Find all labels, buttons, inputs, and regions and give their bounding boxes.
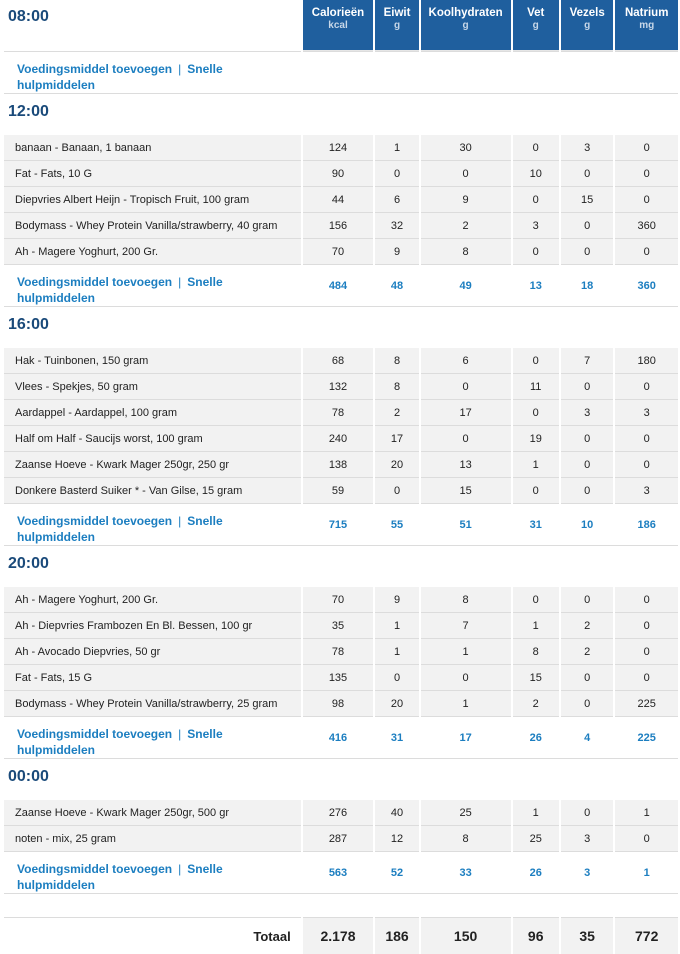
food-entry-value: 0 <box>421 373 511 399</box>
column-header-unit: g <box>584 20 591 31</box>
food-entry-name[interactable]: Diepvries Albert Heijn - Tropisch Fruit, 100 gram <box>4 186 301 212</box>
header-blank <box>421 547 511 587</box>
meal-total-value: 31 <box>375 716 418 758</box>
meal-total-value: 416 <box>303 716 374 758</box>
meal-total-value: 715 <box>303 503 374 545</box>
meal-header-row <box>4 760 678 800</box>
meal-total-value: 484 <box>303 264 374 306</box>
food-entry-value: 9 <box>421 186 511 212</box>
food-entry-row[interactable] <box>4 212 678 238</box>
food-entry-value: 7 <box>421 612 511 638</box>
food-entry-row[interactable] <box>4 399 678 425</box>
food-entry-value: 15 <box>513 664 559 690</box>
food-entry-name[interactable]: Donkere Basterd Suiker * - Van Gilse, 15 gram <box>4 477 301 503</box>
food-entry-value: 0 <box>561 425 613 451</box>
food-entry-value: 1 <box>375 135 418 160</box>
header-blank <box>561 95 613 135</box>
food-entry-name[interactable]: Bodymass - Whey Protein Vanilla/strawberry, 40 gram <box>4 212 301 238</box>
header-blank <box>375 760 418 800</box>
meal-total-value: 4 <box>561 716 613 758</box>
header-blank <box>513 95 559 135</box>
food-entry-value: 0 <box>513 238 559 264</box>
header-blank <box>513 760 559 800</box>
header-blank <box>303 95 374 135</box>
food-entry-row[interactable] <box>4 238 678 264</box>
food-entry-value: 0 <box>375 477 418 503</box>
meal-total-value: 52 <box>375 851 418 893</box>
food-entry-value: 0 <box>615 638 678 664</box>
add-food-link[interactable]: Voedingsmiddel toevoegen <box>17 275 173 289</box>
header-blank <box>615 547 678 587</box>
spacer <box>4 895 678 917</box>
food-entry-value: 3 <box>615 399 678 425</box>
meal-total-value: 3 <box>561 851 613 893</box>
food-entry-value: 132 <box>303 373 374 399</box>
food-entry-row[interactable] <box>4 451 678 477</box>
meal-total-value: 360 <box>615 264 678 306</box>
food-entry-value: 15 <box>561 186 613 212</box>
food-entry-name[interactable]: Zaanse Hoeve - Kwark Mager 250gr, 500 gr <box>4 800 301 825</box>
quick-tools-link-continued[interactable]: hulpmiddelen <box>17 78 95 92</box>
meal-time-title: 08:00 <box>8 8 49 25</box>
food-entry-value: 17 <box>421 399 511 425</box>
food-entry-value: 25 <box>513 825 559 851</box>
header-blank <box>303 760 374 800</box>
meal-total-value: 18 <box>561 264 613 306</box>
add-food-link[interactable]: Voedingsmiddel toevoegen <box>17 727 173 741</box>
food-entry-value: 0 <box>615 425 678 451</box>
header-blank <box>561 547 613 587</box>
grand-total-value: 35 <box>561 917 613 954</box>
food-entry-row[interactable] <box>4 477 678 503</box>
food-entry-value: 3 <box>561 399 613 425</box>
food-entry-row[interactable] <box>4 800 678 825</box>
food-entry-value: 138 <box>303 451 374 477</box>
quick-tools-link[interactable]: Snelle <box>187 727 223 741</box>
food-entry-value: 180 <box>615 348 678 373</box>
meal-header-row <box>4 308 678 348</box>
food-entry-value: 0 <box>615 160 678 186</box>
food-entry-value: 1 <box>513 800 559 825</box>
column-header <box>375 0 418 51</box>
grand-total-value: 186 <box>375 917 418 954</box>
meal-header-row <box>4 95 678 135</box>
meal-header-row <box>4 0 678 51</box>
food-entry-value: 2 <box>561 612 613 638</box>
meal-actions <box>4 851 301 893</box>
meal-total-value: 1 <box>615 851 678 893</box>
food-entry-value: 15 <box>421 477 511 503</box>
food-entry-value: 10 <box>513 160 559 186</box>
food-entry-value: 0 <box>561 451 613 477</box>
header-blank <box>421 760 511 800</box>
column-header <box>513 0 559 51</box>
grand-total-label: Totaal <box>4 917 301 954</box>
food-entry-row[interactable] <box>4 638 678 664</box>
food-entry-value: 124 <box>303 135 374 160</box>
meal-totals-row <box>4 851 678 893</box>
food-entry-value: 0 <box>615 451 678 477</box>
column-header <box>561 0 613 51</box>
grand-total-row <box>4 917 678 954</box>
meal-time-title: 16:00 <box>8 316 49 333</box>
header-blank <box>513 308 559 348</box>
column-header-unit: kcal <box>328 20 348 31</box>
food-entry-row[interactable] <box>4 690 678 716</box>
food-entry-value: 25 <box>421 800 511 825</box>
column-header <box>421 0 511 51</box>
meal-total-value <box>561 51 613 93</box>
food-entry-value: 11 <box>513 373 559 399</box>
food-entry-value: 70 <box>303 238 374 264</box>
food-entry-value: 12 <box>375 825 418 851</box>
meal-total-value <box>375 51 418 93</box>
food-entry-value: 0 <box>421 425 511 451</box>
header-blank <box>375 95 418 135</box>
food-entry-name[interactable]: Aardappel - Aardappel, 100 gram <box>4 399 301 425</box>
food-entry-value: 1 <box>421 690 511 716</box>
food-entry-value: 287 <box>303 825 374 851</box>
quick-tools-link[interactable]: Snelle <box>187 514 223 528</box>
quick-tools-link[interactable]: Snelle <box>187 862 223 876</box>
grand-total-value: 96 <box>513 917 559 954</box>
food-entry-value: 3 <box>513 212 559 238</box>
meal-total-value: 186 <box>615 503 678 545</box>
meal-total-value <box>615 51 678 93</box>
food-entry-value: 9 <box>375 238 418 264</box>
food-entry-name[interactable]: Ah - Avocado Diepvries, 50 gr <box>4 638 301 664</box>
food-entry-value: 78 <box>303 399 374 425</box>
food-entry-row[interactable] <box>4 612 678 638</box>
food-entry-value: 20 <box>375 690 418 716</box>
column-header-label: Natrium <box>624 7 669 19</box>
food-entry-value: 0 <box>375 664 418 690</box>
meal-actions <box>4 716 301 758</box>
food-entry-value: 0 <box>561 587 613 612</box>
food-entry-value: 6 <box>421 348 511 373</box>
meal-total-value <box>421 51 511 93</box>
food-entry-value: 0 <box>421 160 511 186</box>
food-entry-value: 0 <box>561 373 613 399</box>
header-blank <box>561 308 613 348</box>
food-entry-row[interactable] <box>4 425 678 451</box>
header-blank <box>421 308 511 348</box>
food-entry-row[interactable] <box>4 587 678 612</box>
food-entry-value: 8 <box>513 638 559 664</box>
food-entry-value: 276 <box>303 800 374 825</box>
food-entry-name[interactable]: Fat - Fats, 10 G <box>4 160 301 186</box>
food-entry-value: 0 <box>513 399 559 425</box>
food-entry-value: 44 <box>303 186 374 212</box>
food-entry-value: 2 <box>561 638 613 664</box>
food-entry-value: 90 <box>303 160 374 186</box>
food-entry-value: 1 <box>513 451 559 477</box>
food-entry-name[interactable]: Ah - Magere Yoghurt, 200 Gr. <box>4 587 301 612</box>
column-header-unit: g <box>393 20 401 31</box>
quick-tools-link-continued[interactable]: hulpmiddelen <box>17 878 95 892</box>
meal-total-value: 26 <box>513 716 559 758</box>
food-entry-value: 70 <box>303 587 374 612</box>
meal-totals-row <box>4 264 678 306</box>
food-entry-name[interactable]: Half om Half - Saucijs worst, 100 gram <box>4 425 301 451</box>
food-entry-value: 98 <box>303 690 374 716</box>
food-entry-value: 8 <box>421 587 511 612</box>
header-blank <box>561 760 613 800</box>
food-entry-value: 0 <box>615 612 678 638</box>
food-entry-value: 0 <box>615 186 678 212</box>
header-blank <box>615 95 678 135</box>
column-header <box>303 0 374 51</box>
quick-tools-link-continued[interactable]: hulpmiddelen <box>17 743 95 757</box>
food-entry-name[interactable]: Fat - Fats, 15 G <box>4 664 301 690</box>
food-entry-value: 0 <box>615 373 678 399</box>
food-entry-row[interactable] <box>4 348 678 373</box>
quick-tools-link-continued[interactable]: hulpmiddelen <box>17 291 95 305</box>
food-entry-value: 0 <box>615 664 678 690</box>
food-entry-value: 0 <box>615 238 678 264</box>
food-entry-value: 35 <box>303 612 374 638</box>
food-entry-value: 0 <box>615 587 678 612</box>
food-entry-name[interactable]: Vlees - Spekjes, 50 gram <box>4 373 301 399</box>
header-blank <box>303 547 374 587</box>
grand-total-value: 150 <box>421 917 511 954</box>
food-entry-value: 1 <box>375 638 418 664</box>
food-entry-value: 0 <box>513 135 559 160</box>
meal-totals-row <box>4 51 678 93</box>
quick-tools-link[interactable]: Snelle <box>187 275 223 289</box>
meal-totals-row <box>4 716 678 758</box>
food-entry-row[interactable] <box>4 373 678 399</box>
food-entry-value: 1 <box>375 612 418 638</box>
food-diary-table <box>2 0 680 954</box>
add-food-link[interactable]: Voedingsmiddel toevoegen <box>17 514 173 528</box>
action-separator: | <box>178 727 182 741</box>
food-entry-value: 0 <box>513 477 559 503</box>
meal-total-value: 49 <box>421 264 511 306</box>
meal-total-value: 31 <box>513 503 559 545</box>
food-entry-name[interactable]: Hak - Tuinbonen, 150 gram <box>4 348 301 373</box>
food-entry-value: 3 <box>561 135 613 160</box>
quick-tools-link[interactable]: Snelle <box>187 62 223 76</box>
food-entry-value: 8 <box>375 373 418 399</box>
food-entry-name[interactable]: noten - mix, 25 gram <box>4 825 301 851</box>
grand-total-value: 772 <box>615 917 678 954</box>
food-entry-name[interactable]: Zaanse Hoeve - Kwark Mager 250gr, 250 gr <box>4 451 301 477</box>
food-entry-value: 135 <box>303 664 374 690</box>
food-entry-value: 0 <box>513 348 559 373</box>
food-entry-row[interactable] <box>4 825 678 851</box>
header-blank <box>375 547 418 587</box>
food-entry-name[interactable]: Ah - Magere Yoghurt, 200 Gr. <box>4 238 301 264</box>
meal-header-row <box>4 547 678 587</box>
food-entry-value: 1 <box>421 638 511 664</box>
header-blank <box>615 760 678 800</box>
food-entry-value: 2 <box>421 212 511 238</box>
food-entry-value: 2 <box>375 399 418 425</box>
meal-total-value: 13 <box>513 264 559 306</box>
add-food-link[interactable]: Voedingsmiddel toevoegen <box>17 862 173 876</box>
food-entry-value: 8 <box>375 348 418 373</box>
quick-tools-link-continued[interactable]: hulpmiddelen <box>17 530 95 544</box>
food-entry-row[interactable] <box>4 160 678 186</box>
food-entry-value: 1 <box>513 612 559 638</box>
food-entry-value: 7 <box>561 348 613 373</box>
food-entry-value: 32 <box>375 212 418 238</box>
meal-total-value: 10 <box>561 503 613 545</box>
action-separator: | <box>178 275 182 289</box>
header-blank <box>375 308 418 348</box>
meal-total-value: 33 <box>421 851 511 893</box>
meal-time-title: 20:00 <box>8 555 49 572</box>
meal-actions <box>4 264 301 306</box>
spacer-row <box>4 895 678 917</box>
food-entry-value: 0 <box>421 664 511 690</box>
food-entry-value: 0 <box>561 690 613 716</box>
meal-total-value <box>303 51 374 93</box>
meal-total-value: 26 <box>513 851 559 893</box>
meal-total-value: 225 <box>615 716 678 758</box>
column-header-label: Koolhydraten <box>428 7 503 19</box>
food-entry-value: 30 <box>421 135 511 160</box>
food-entry-value: 156 <box>303 212 374 238</box>
food-entry-value: 0 <box>561 160 613 186</box>
meal-time-title: 00:00 <box>8 768 49 785</box>
food-entry-name[interactable]: Ah - Diepvries Frambozen En Bl. Bessen, 100 gr <box>4 612 301 638</box>
food-entry-value: 0 <box>615 135 678 160</box>
meal-totals-row <box>4 503 678 545</box>
food-entry-row[interactable] <box>4 135 678 160</box>
column-header-label: Vezels <box>569 7 605 19</box>
food-entry-value: 0 <box>561 212 613 238</box>
food-entry-value: 1 <box>615 800 678 825</box>
action-separator: | <box>178 862 182 876</box>
header-blank <box>615 308 678 348</box>
column-header <box>615 0 678 51</box>
food-entry-value: 19 <box>513 425 559 451</box>
meal-total-value: 55 <box>375 503 418 545</box>
meal-total-value: 17 <box>421 716 511 758</box>
header-blank <box>513 547 559 587</box>
food-entry-value: 0 <box>561 664 613 690</box>
food-entry-value: 0 <box>375 160 418 186</box>
food-entry-value: 240 <box>303 425 374 451</box>
food-entry-value: 0 <box>615 825 678 851</box>
food-entry-name[interactable]: banaan - Banaan, 1 banaan <box>4 135 301 160</box>
food-entry-value: 3 <box>561 825 613 851</box>
food-entry-value: 360 <box>615 212 678 238</box>
column-header-unit: g <box>532 20 539 31</box>
action-separator: | <box>178 514 182 528</box>
food-entry-value: 0 <box>561 800 613 825</box>
food-entry-value: 68 <box>303 348 374 373</box>
column-header-label: Vet <box>527 7 545 19</box>
food-entry-value: 9 <box>375 587 418 612</box>
food-entry-value: 40 <box>375 800 418 825</box>
food-entry-value: 8 <box>421 825 511 851</box>
food-entry-value: 0 <box>513 587 559 612</box>
meal-total-value: 48 <box>375 264 418 306</box>
food-entry-value: 2 <box>513 690 559 716</box>
food-entry-value: 0 <box>561 477 613 503</box>
meal-actions <box>4 503 301 545</box>
meal-time-title: 12:00 <box>8 103 49 120</box>
add-food-link[interactable]: Voedingsmiddel toevoegen <box>17 62 173 76</box>
food-entry-name[interactable]: Bodymass - Whey Protein Vanilla/strawberry, 25 gram <box>4 690 301 716</box>
food-entry-value: 59 <box>303 477 374 503</box>
food-entry-value: 13 <box>421 451 511 477</box>
column-header-label: Calorieën <box>311 7 365 19</box>
food-entry-value: 225 <box>615 690 678 716</box>
meal-total-value: 51 <box>421 503 511 545</box>
food-entry-value: 17 <box>375 425 418 451</box>
meal-total-value: 563 <box>303 851 374 893</box>
header-blank <box>421 95 511 135</box>
grand-total-value: 2.178 <box>303 917 374 954</box>
meal-actions <box>4 51 301 93</box>
food-entry-value: 8 <box>421 238 511 264</box>
header-blank <box>303 308 374 348</box>
food-entry-value: 0 <box>561 238 613 264</box>
meal-total-value <box>513 51 559 93</box>
column-header-label: Eiwit <box>383 7 411 19</box>
food-entry-value: 6 <box>375 186 418 212</box>
food-entry-value: 78 <box>303 638 374 664</box>
food-entry-row[interactable] <box>4 186 678 212</box>
food-entry-value: 3 <box>615 477 678 503</box>
column-header-unit: g <box>462 20 469 31</box>
food-entry-value: 0 <box>513 186 559 212</box>
food-entry-row[interactable] <box>4 664 678 690</box>
column-header-unit: mg <box>639 20 655 31</box>
action-separator: | <box>178 62 182 76</box>
food-entry-value: 20 <box>375 451 418 477</box>
